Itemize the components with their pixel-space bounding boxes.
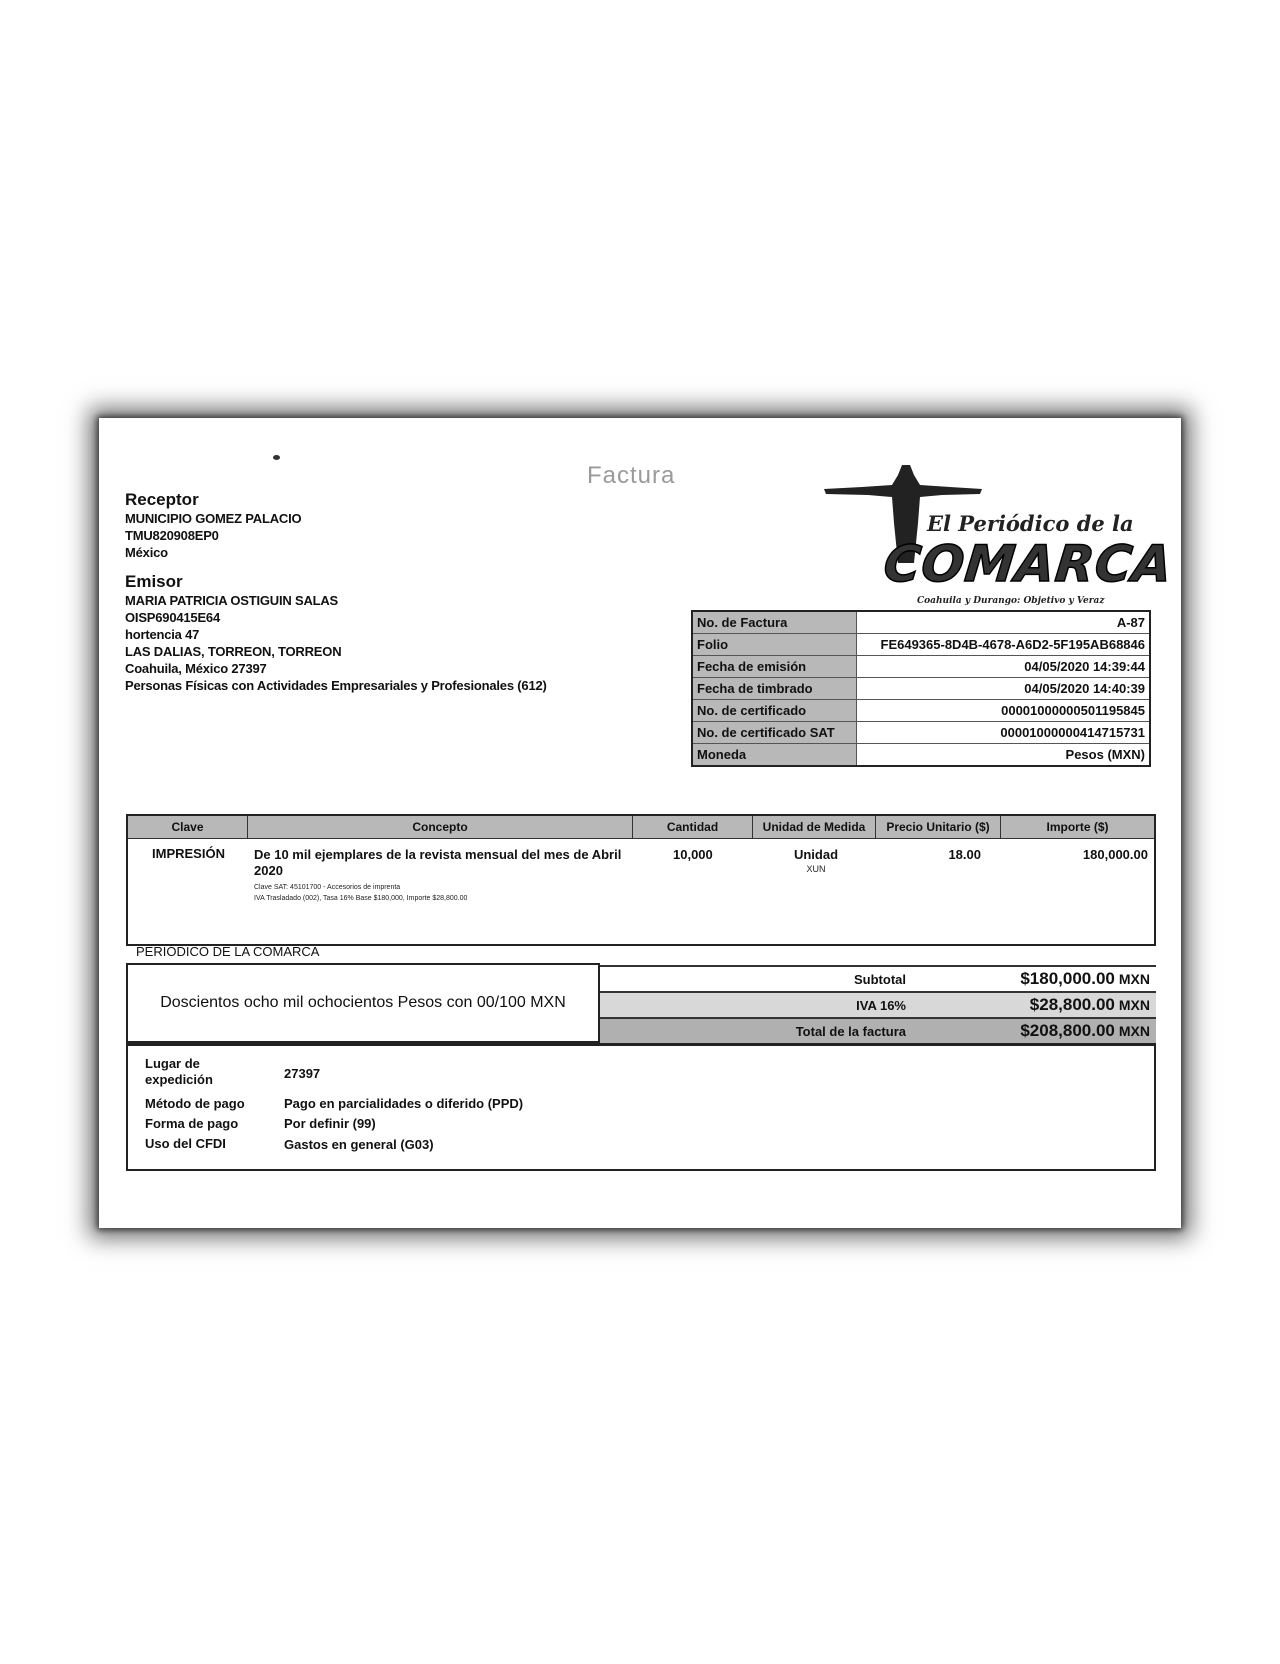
header-unidad: Unidad de Medida bbox=[753, 816, 876, 838]
header-precio: Precio Unitario ($) bbox=[876, 816, 1001, 838]
ink-dot bbox=[273, 455, 280, 460]
emisor-note: PERIÓDICO DE LA COMARCA bbox=[136, 944, 320, 959]
emisor-colony: LAS DALIAS, TORREON, TORREON bbox=[125, 644, 342, 659]
logo-name: COMARCA bbox=[880, 535, 1176, 593]
invoice-info-table bbox=[691, 610, 1151, 767]
payment-details bbox=[126, 1043, 1156, 1171]
lugar-label-line1: Lugar de bbox=[145, 1056, 200, 1071]
forma-value: Por definir (99) bbox=[284, 1116, 376, 1131]
amount-words-box bbox=[126, 963, 600, 1043]
subtotal-cell bbox=[912, 966, 1156, 992]
items-table bbox=[126, 814, 1156, 946]
emisor-street: hortencia 47 bbox=[125, 627, 200, 642]
item-concepto-line2: 2020 bbox=[254, 863, 283, 878]
item-clave: IMPRESIÓN bbox=[152, 846, 225, 861]
info-value: 04/05/2020 14:40:39 bbox=[857, 678, 1151, 700]
comarca-logo bbox=[822, 463, 1176, 606]
emisor-state: Coahuila, México 27397 bbox=[125, 661, 267, 676]
subtotal-row bbox=[600, 966, 1156, 992]
info-label: No. de certificado SAT bbox=[692, 722, 857, 744]
metodo-value: Pago en parcialidades o diferido (PPD) bbox=[284, 1096, 524, 1111]
total-value: $208,800.00 bbox=[1020, 1021, 1115, 1040]
uso-value: Gastos en general (G03) bbox=[284, 1137, 434, 1152]
iva-label: IVA 16% bbox=[600, 992, 912, 1018]
header-clave: Clave bbox=[128, 816, 248, 838]
emisor-regime: Personas Físicas con Actividades Empresariales y Profesionales (612) bbox=[125, 678, 547, 693]
emisor-block bbox=[125, 572, 547, 694]
iva-value: $28,800.00 bbox=[1029, 995, 1115, 1014]
iva-row bbox=[600, 992, 1156, 1018]
receptor-rfc: TMU820908EP0 bbox=[125, 528, 219, 543]
info-value: Pesos (MXN) bbox=[857, 744, 1151, 767]
forma-label: Forma de pago bbox=[145, 1116, 239, 1131]
item-precio: 18.00 bbox=[948, 847, 981, 862]
subtotal-label: Subtotal bbox=[600, 966, 912, 992]
info-row bbox=[692, 744, 1150, 767]
receptor-block bbox=[125, 490, 301, 561]
info-label: Fecha de emisión bbox=[692, 656, 857, 678]
receptor-heading: Receptor bbox=[125, 490, 199, 509]
info-value: A-87 bbox=[857, 611, 1151, 634]
header-concepto: Concepto bbox=[248, 816, 633, 838]
total-label: Total de la factura bbox=[600, 1018, 912, 1043]
emisor-name: MARIA PATRICIA OSTIGUIN SALAS bbox=[125, 593, 339, 608]
items-header bbox=[128, 816, 1154, 839]
item-importe: 180,000.00 bbox=[1082, 847, 1148, 862]
info-row bbox=[692, 678, 1150, 700]
info-row bbox=[692, 611, 1150, 634]
total-cell bbox=[912, 1018, 1156, 1043]
item-concepto-line1: De 10 mil ejemplares de la revista mensual del mes de Abril bbox=[254, 847, 622, 862]
info-value: 04/05/2020 14:39:44 bbox=[857, 656, 1151, 678]
info-value: 00001000000414715731 bbox=[857, 722, 1151, 744]
lugar-label bbox=[145, 1056, 213, 1088]
uso-label: Uso del CFDI bbox=[145, 1136, 226, 1151]
logo-tagline: Coahuila y Durango: Objetivo y Veraz bbox=[917, 596, 1105, 606]
info-label: Fecha de timbrado bbox=[692, 678, 857, 700]
invoice-sheet bbox=[99, 418, 1181, 1228]
info-row bbox=[692, 722, 1150, 744]
iva-cell bbox=[912, 992, 1156, 1018]
lugar-value: 27397 bbox=[284, 1066, 321, 1081]
iva-currency: MXN bbox=[1118, 997, 1150, 1013]
totals-table bbox=[600, 965, 1156, 1043]
info-value: 00001000000501195845 bbox=[857, 700, 1151, 722]
item-cantidad: 10,000 bbox=[673, 847, 713, 862]
info-label: No. de certificado bbox=[692, 700, 857, 722]
receptor-name: MUNICIPIO GOMEZ PALACIO bbox=[125, 511, 302, 526]
amount-in-words: Doscientos ocho mil ochocientos Pesos con 00/100 MXN bbox=[160, 994, 566, 1011]
info-label: Moneda bbox=[692, 744, 857, 767]
emisor-heading: Emisor bbox=[125, 572, 183, 591]
header-importe: Importe ($) bbox=[1046, 820, 1109, 834]
item-iva-detail: IVA Trasladado (002), Tasa 16% Base $180,000, Importe $28,800.00 bbox=[254, 895, 468, 902]
info-value: FE649365-8D4B-4678-A6D2-5F195AB68846 bbox=[857, 634, 1151, 656]
item-clave-sat: Clave SAT: 45101700 - Accesorios de imprenta bbox=[254, 884, 401, 891]
subtotal-currency: MXN bbox=[1118, 971, 1150, 987]
document-title: Factura bbox=[587, 462, 676, 489]
item-unidad-code: XUN bbox=[806, 864, 826, 874]
info-row bbox=[692, 700, 1150, 722]
item-unidad: Unidad bbox=[793, 847, 839, 862]
metodo-label: Método de pago bbox=[145, 1096, 245, 1111]
item-concepto bbox=[254, 847, 624, 879]
total-currency: MXN bbox=[1118, 1023, 1150, 1039]
info-row bbox=[692, 634, 1150, 656]
receptor-country: México bbox=[125, 545, 168, 560]
lugar-label-line2: expedición bbox=[145, 1072, 213, 1087]
info-label: Folio bbox=[692, 634, 857, 656]
logo-script: El Periódico de la bbox=[927, 511, 1134, 536]
info-row bbox=[692, 656, 1150, 678]
total-row bbox=[600, 1018, 1156, 1043]
subtotal-value: $180,000.00 bbox=[1020, 969, 1115, 988]
header-cantidad: Cantidad bbox=[633, 816, 753, 838]
info-label: No. de Factura bbox=[692, 611, 857, 634]
emisor-rfc: OISP690415E64 bbox=[125, 610, 220, 625]
